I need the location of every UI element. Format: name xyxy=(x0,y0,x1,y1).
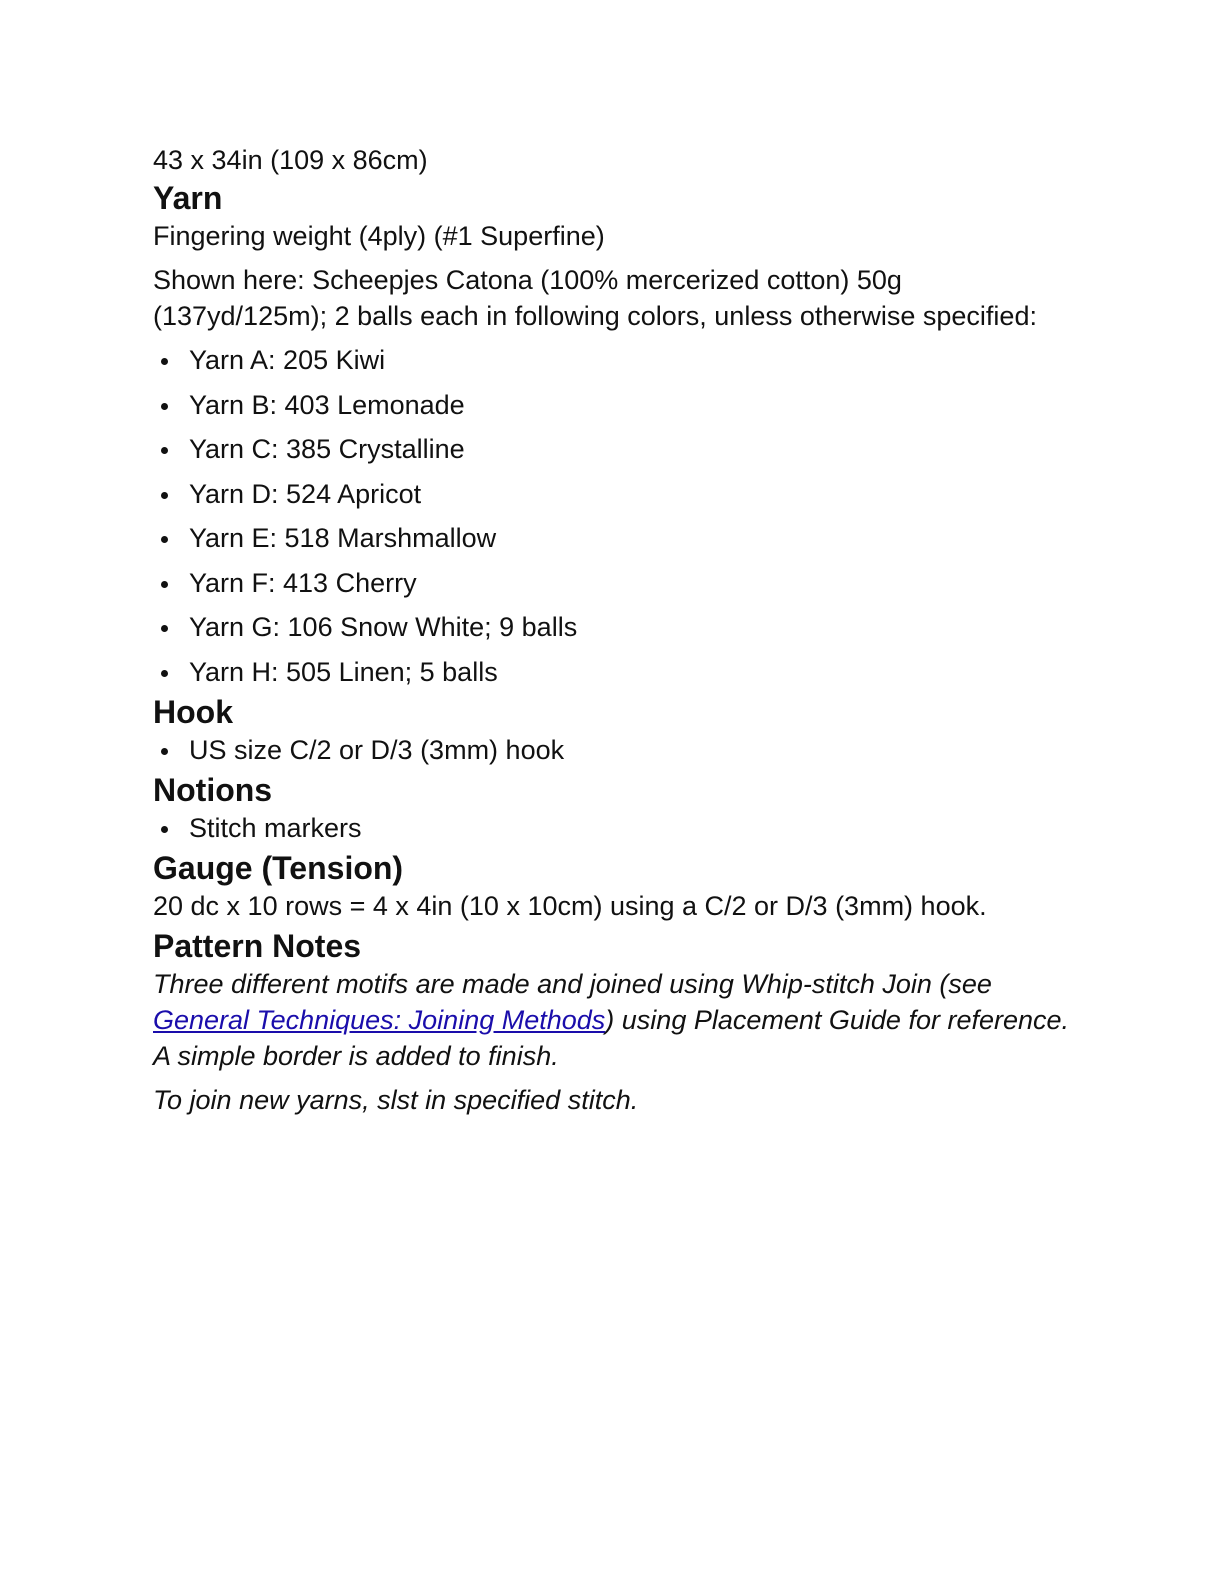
list-item-notion: Stitch markers xyxy=(153,810,1073,846)
list-item-yarn-e: Yarn E: 518 Marshmallow xyxy=(153,520,1073,556)
yarn-shown-here: Shown here: Scheepjes Catona (100% mercerized cotton) 50g (137yd/125m); 2 balls each in following colors, unless otherwise specified: xyxy=(153,265,1037,331)
list-item-yarn-c: Yarn C: 385 Crystalline xyxy=(153,431,1073,467)
finished-size: 43 x 34in (109 x 86cm) xyxy=(153,145,428,175)
notions-list xyxy=(153,810,1073,846)
list-item-hook: US size C/2 or D/3 (3mm) hook xyxy=(153,732,1073,768)
list-item-yarn-g: Yarn G: 106 Snow White; 9 balls xyxy=(153,609,1073,645)
hook-heading: Hook xyxy=(153,693,233,730)
pattern-notes-text-after: ) using Placement Guide for reference. A simple border is added to finish. xyxy=(153,1004,1070,1071)
gauge-text: 20 dc x 10 rows = 4 x 4in (10 x 10cm) using a C/2 or D/3 (3mm) hook. xyxy=(153,890,987,921)
notions-heading: Notions xyxy=(153,771,273,808)
list-item-yarn-b: Yarn B: 403 Lemonade xyxy=(153,387,1073,423)
list-item-yarn-a: Yarn A: 205 Kiwi xyxy=(153,342,1073,378)
hook-list xyxy=(153,732,1073,768)
pattern-notes-paragraph xyxy=(153,966,1073,1074)
list-item-yarn-h: Yarn H: 505 Linen; 5 balls xyxy=(153,654,1073,690)
pattern-page xyxy=(153,142,1073,1118)
join-yarns-note: To join new yarns, slst in specified stitch. xyxy=(153,1084,639,1115)
gauge-heading: Gauge (Tension) xyxy=(153,849,404,886)
yarn-weight: Fingering weight (4ply) (#1 Superfine) xyxy=(153,221,605,251)
joining-methods-link[interactable]: General Techniques: Joining Methods xyxy=(153,1004,606,1035)
yarn-color-list xyxy=(153,342,1073,690)
pattern-notes-heading: Pattern Notes xyxy=(153,927,362,964)
pattern-notes-text-before: Three different motifs are made and joined using Whip-stitch Join (see xyxy=(153,968,992,999)
list-item-yarn-f: Yarn F: 413 Cherry xyxy=(153,565,1073,601)
yarn-heading: Yarn xyxy=(153,180,223,216)
list-item-yarn-d: Yarn D: 524 Apricot xyxy=(153,476,1073,512)
